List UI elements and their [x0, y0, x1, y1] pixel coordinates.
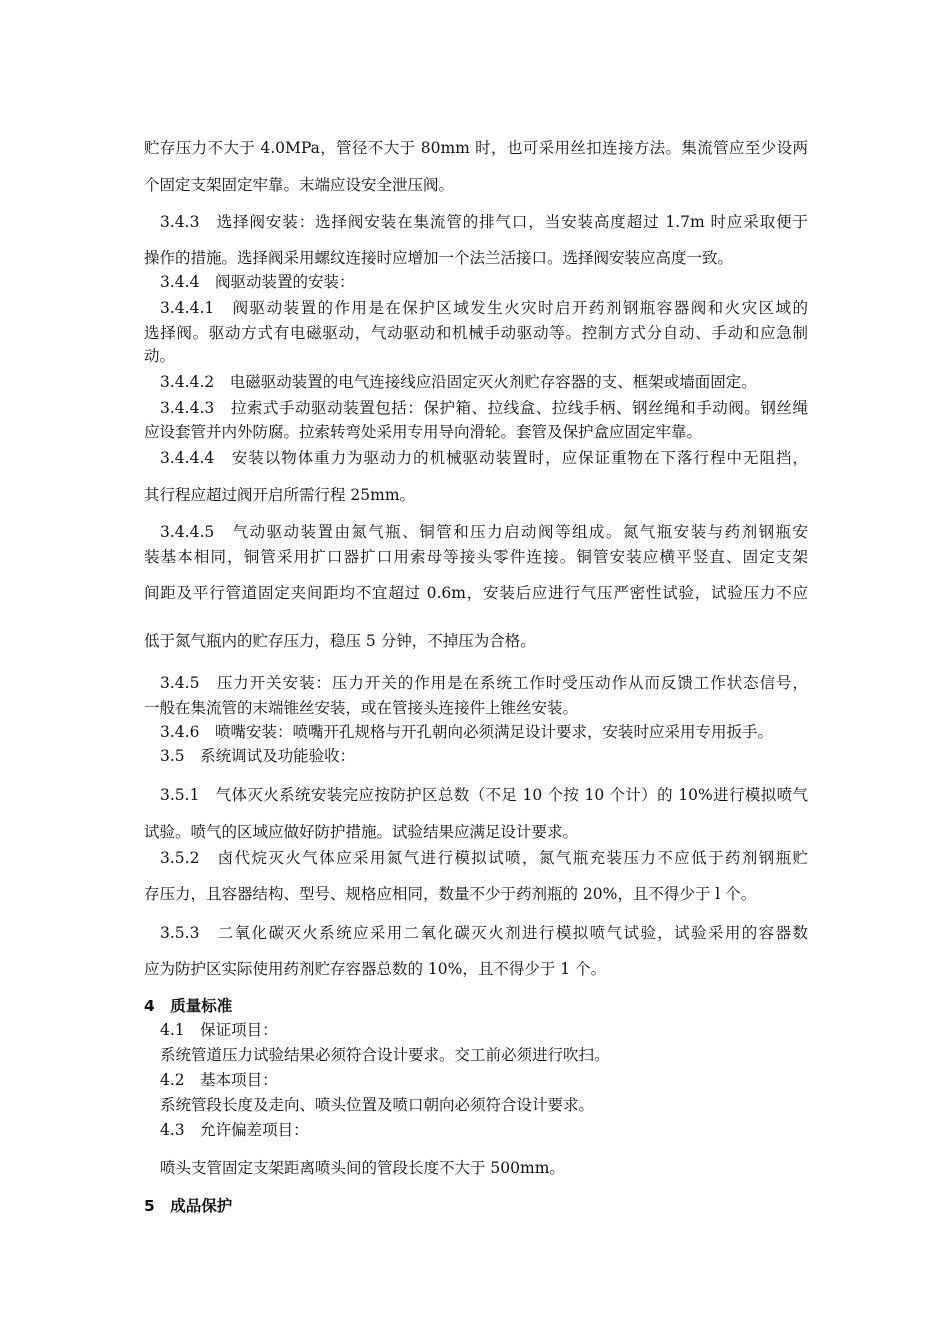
text-line: 应设套管并内外防腐。拉索转弯处采用专用导向滑轮。套管及保护盒应固定牢靠。 [144, 423, 703, 441]
text-line: 试验。喷气的区域应做好防护措施。试验结果应满足设计要求。 [144, 823, 579, 841]
text-line: 个固定支架固定牢靠。末端应设安全泄压阀。 [144, 176, 455, 194]
chapter-heading: 5 成品保护 [144, 1197, 233, 1215]
text-line: 3.5.3 二氧化碳灭火系统应采用二氧化碳灭火剂进行模拟喷气试验，试验采用的容器数 [160, 924, 808, 942]
text-line: 3.4.4.4 安装以物体重力为驱动力的机械驱动装置时，应保证重物在下落行程中无阻挡， [160, 449, 808, 467]
text-line: 动。 [144, 347, 176, 365]
text-line: 操作的措施。选择阀采用螺纹连接时应增加一个法兰活接口。选择阀安装应高度一致。 [144, 249, 734, 267]
section-heading: 3.5 系统调试及功能验收： [160, 747, 356, 765]
text-line: 系统管道压力试验结果必须符合设计要求。交工前必须进行吹扫。 [160, 1046, 610, 1064]
text-line: 3.4.4.2 电磁驱动装置的电气连接线应沿固定灭火剂贮存容器的支、框架或墙面固定。 [160, 373, 757, 391]
text-line: 装基本相同，铜管采用扩口器扩口用索母等接头零件连接。铜管安装应横平竖直、固定支架 [144, 548, 808, 566]
text-line: 3.4.4.5 气动驱动装置由氮气瓶、铜管和压力启动阀等组成。氮气瓶安装与药剂钢瓶安 [160, 523, 808, 541]
text-line: 喷头支管固定支架距离喷头间的管段长度不大于 500mm。 [160, 1159, 565, 1177]
chapter-heading: 4 质量标准 [144, 997, 233, 1015]
section-heading: 4.2 基本项目： [160, 1071, 278, 1089]
section-heading: 4.1 保证项目： [160, 1021, 278, 1039]
section-heading: 3.4.4 阀驱动装置的安装： [160, 273, 355, 291]
text-line: 贮存压力不大于 4.0MPa，管径不大于 80mm 时，也可采用丝扣连接方法。集流管应至少设两 [144, 139, 808, 157]
text-line: 一般在集流管的末端锥丝安装，或在管接头连接件上锥丝安装。 [144, 699, 579, 717]
text-line: 3.4.4.1 阀驱动装置的作用是在保护区域发生火灾时启开药剂钢瓶容器阀和火灾区域的 [160, 299, 808, 317]
text-line: 3.4.5 压力开关安装：压力开关的作用是在系统工作时受压动作从而反馈工作状态信号， [160, 674, 808, 692]
text-line: 3.4.4.3 拉索式手动驱动装置包括：保护箱、拉线盒、拉线手柄、钢丝绳和手动阀。钢丝绳 [160, 399, 808, 417]
text-line: 系统管段长度及走向、喷头位置及喷口朝向必须符合设计要求。 [160, 1096, 595, 1114]
text-line: 选择阀。驱动方式有电磁驱动，气动驱动和机械手动驱动等。控制方式分自动、手动和应急制 [144, 324, 808, 342]
section-heading: 4.3 允许偏差项目： [160, 1121, 309, 1139]
text-line: 3.5.1 气体灭火系统安装完应按防护区总数（不足 10 个按 10 个计）的 10%进行模拟喷气 [160, 786, 808, 804]
text-line: 存压力，且容器结构、型号、规格应相同，数量不少于药剂瓶的 20%，且不得少于 l 个。 [144, 885, 757, 903]
text-line: 3.4.6 喷嘴安装：喷嘴开孔规格与开孔朝向必须满足设计要求，安装时应采用专用扳手。 [160, 723, 773, 741]
text-line: 应为防护区实际使用药剂贮存容器总数的 10%，且不得少于 1 个。 [144, 960, 607, 978]
text-line: 其行程应超过阀开启所需行程 25mm。 [144, 486, 416, 504]
text-line: 3.4.3 选择阀安装：选择阀安装在集流管的排气口，当安装高度超过 1.7m 时应采取便于 [160, 213, 808, 231]
text-line: 间距及平行管道固定夹间距均不宜超过 0.6m，安装后应进行气压严密性试验，试验压力不应 [144, 584, 808, 602]
text-line: 3.5.2 卤代烷灭火气体应采用氮气进行模拟试喷，氮气瓶充装压力不应低于药剂钢瓶贮 [160, 849, 808, 867]
text-line: 低于氮气瓶内的贮存压力，稳压 5 分钟，不掉压为合格。 [144, 632, 536, 650]
